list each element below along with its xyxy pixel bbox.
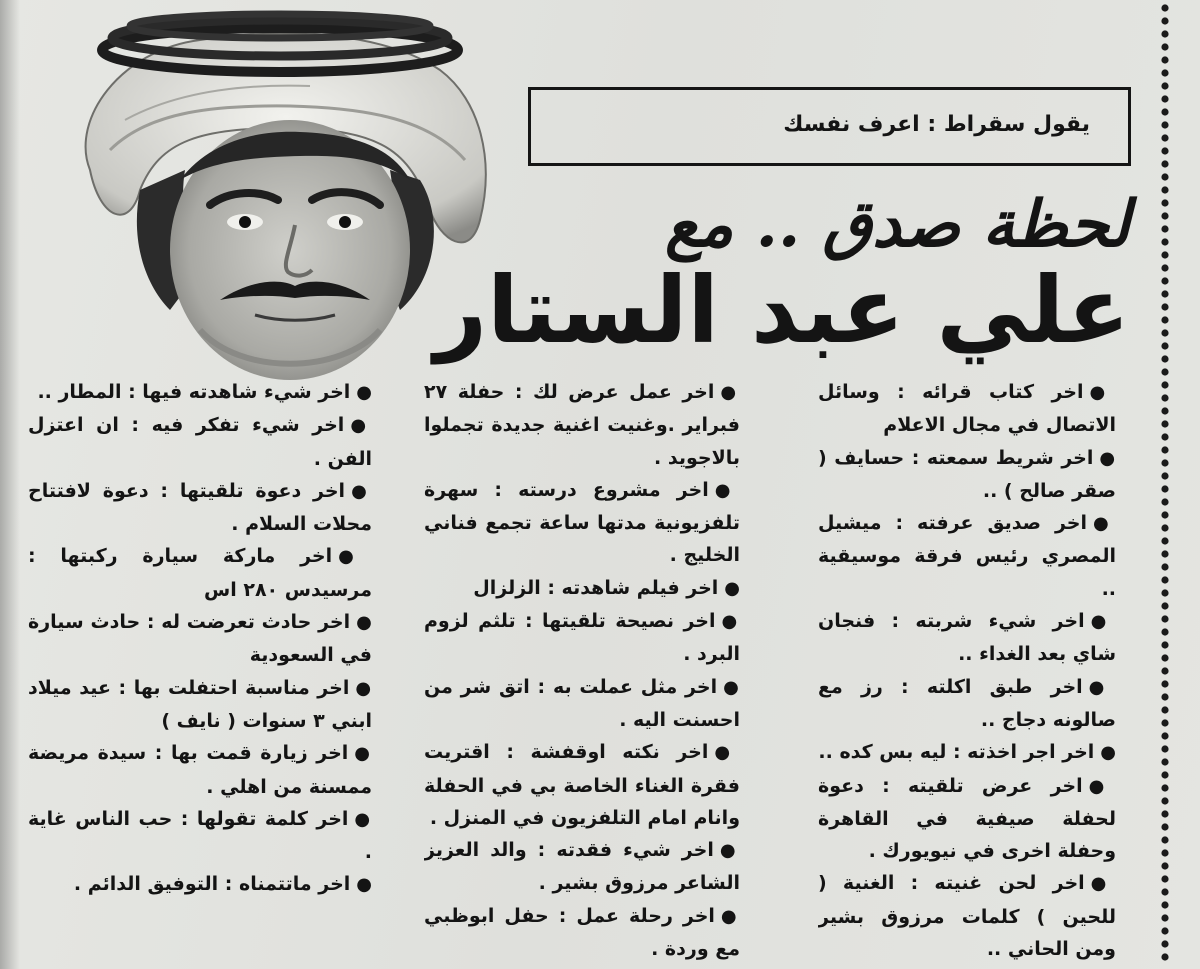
border-dot bbox=[1161, 810, 1168, 817]
border-dot bbox=[1161, 173, 1168, 180]
border-dot bbox=[1161, 602, 1168, 609]
qa-item bbox=[818, 605, 1116, 671]
border-dot bbox=[1161, 641, 1168, 648]
border-dot bbox=[1161, 420, 1168, 427]
qa-text: اخر عمل عرض لك : حفلة ٢٧ فبراير .وغنيت اغنية جديدة تجملوا بالاجويد . bbox=[424, 381, 740, 469]
qa-item bbox=[28, 672, 372, 738]
qa-item bbox=[424, 900, 740, 966]
border-dot bbox=[1161, 381, 1168, 388]
qa-text: اخر كتاب قرائه : وسائل الاتصال في مجال الاعلام bbox=[818, 381, 1116, 437]
border-dot bbox=[1161, 264, 1168, 271]
border-dot bbox=[1161, 901, 1168, 908]
bullet-icon: ● bbox=[719, 840, 740, 862]
qa-text: اخر نكته اوقفشة : اقتريت فقرة الغناء الخاصة بي في الحفلة وانام امام التلفزيون في المنزل . bbox=[424, 741, 740, 829]
headline-moment-of-truth: لحظة صدق .. مع bbox=[665, 187, 1130, 262]
border-dot bbox=[1161, 56, 1168, 63]
border-dot bbox=[1161, 225, 1168, 232]
border-dot bbox=[1161, 849, 1168, 856]
border-dot bbox=[1161, 732, 1168, 739]
border-dot bbox=[1161, 706, 1168, 713]
border-dot bbox=[1161, 303, 1168, 310]
qa-text: اخر رحلة عمل : حفل ابوظبي مع وردة . bbox=[424, 904, 740, 961]
qa-item bbox=[28, 606, 372, 672]
qa-text: اخر مثل عملت به : اتق شر من احسنت اليه . bbox=[424, 675, 740, 731]
column-left bbox=[28, 376, 372, 966]
border-dot bbox=[1161, 589, 1168, 596]
qa-item bbox=[28, 737, 372, 803]
bullet-icon: ● bbox=[720, 905, 740, 927]
qa-text: اخر لحن غنيته : الغنية ( للحين ) كلمات مرزوق بشير ومن الحاني .. bbox=[818, 872, 1116, 961]
bullet-icon: ● bbox=[338, 546, 372, 568]
border-dot bbox=[1161, 472, 1168, 479]
qa-item bbox=[424, 572, 740, 605]
border-dot bbox=[1161, 43, 1168, 50]
border-dot bbox=[1161, 134, 1168, 141]
qa-item bbox=[424, 474, 740, 572]
border-dot bbox=[1161, 875, 1168, 882]
border-dot bbox=[1161, 758, 1168, 765]
border-dot bbox=[1161, 576, 1168, 583]
border-dot bbox=[1161, 511, 1168, 518]
border-dot bbox=[1161, 199, 1168, 206]
qa-text: اخر فيلم شاهدته : الزلزال bbox=[473, 576, 719, 599]
border-dot bbox=[1161, 446, 1168, 453]
qa-text: اخر مشروع درسته : سهرة تلفزيونية مدتها ساعة تجمع فناني الخليج . bbox=[424, 478, 740, 567]
bullet-icon: ● bbox=[355, 677, 372, 699]
border-dot bbox=[1161, 927, 1168, 934]
border-dot bbox=[1161, 342, 1168, 349]
qa-text: اخر اجر اخذته : ليه بس كده .. bbox=[818, 741, 1095, 764]
qa-item bbox=[28, 409, 372, 475]
border-dot bbox=[1161, 147, 1168, 154]
bullet-icon: ● bbox=[723, 676, 740, 698]
bullet-icon: ● bbox=[1090, 611, 1116, 633]
border-dot bbox=[1161, 693, 1168, 700]
qa-text: اخر نصيحة تلقيتها : تلثم لزوم البرد . bbox=[424, 610, 740, 666]
bullet-icon: ● bbox=[1089, 382, 1116, 403]
border-dot bbox=[1161, 368, 1168, 375]
bullet-icon: ● bbox=[724, 577, 740, 599]
qa-item bbox=[818, 442, 1116, 508]
bullet-icon: ● bbox=[354, 808, 372, 830]
border-dot bbox=[1161, 459, 1168, 466]
border-dot bbox=[1161, 355, 1168, 362]
border-dot bbox=[1161, 394, 1168, 401]
bullet-icon: ● bbox=[351, 480, 372, 502]
bullet-icon: ● bbox=[350, 415, 372, 437]
border-dot bbox=[1161, 771, 1168, 778]
qa-text: اخر ماتتمناه : التوفيق الدائم . bbox=[73, 873, 351, 896]
bullet-icon: ● bbox=[356, 382, 372, 403]
border-dot bbox=[1161, 4, 1168, 11]
border-dot bbox=[1161, 238, 1168, 245]
border-dot bbox=[1161, 563, 1168, 570]
qa-item bbox=[818, 376, 1116, 442]
bullet-icon: ● bbox=[720, 382, 740, 403]
column-middle bbox=[424, 376, 740, 966]
border-dot bbox=[1161, 212, 1168, 219]
qa-item bbox=[28, 540, 372, 606]
qa-text: اخر كلمة تقولها : حب الناس غاية . bbox=[28, 807, 372, 864]
bullet-icon: ● bbox=[1088, 676, 1116, 698]
qa-item bbox=[28, 803, 372, 869]
qa-item bbox=[818, 867, 1116, 965]
qa-text: اخر مناسبة احتفلت بها : عيد ميلاد ابني ٣ سنوات ( نايف ) bbox=[28, 676, 372, 732]
qa-text: اخر دعوة تلقيتها : دعوة لافتتاح محلات السلام . bbox=[28, 479, 372, 536]
border-dot bbox=[1161, 108, 1168, 115]
bullet-icon: ● bbox=[354, 743, 372, 765]
qa-item bbox=[818, 507, 1116, 605]
bullet-icon: ● bbox=[1092, 513, 1116, 535]
border-dot bbox=[1161, 836, 1168, 843]
border-dot bbox=[1161, 121, 1168, 128]
border-dot bbox=[1161, 498, 1168, 505]
qa-text: اخر شيء فقدته : والد العزيز الشاعر مرزوق بشير . bbox=[424, 839, 740, 895]
border-dot bbox=[1161, 940, 1168, 947]
border-dot bbox=[1161, 17, 1168, 24]
bullet-icon: ● bbox=[1088, 775, 1116, 797]
bullet-icon: ● bbox=[356, 874, 372, 896]
border-dot bbox=[1161, 160, 1168, 167]
border-dot bbox=[1161, 69, 1168, 76]
border-dot bbox=[1161, 654, 1168, 661]
qa-text: اخر شريط سمعته : حسايف ( صقر صالح ) .. bbox=[818, 446, 1116, 502]
border-dot bbox=[1161, 862, 1168, 869]
border-dot bbox=[1161, 823, 1168, 830]
qa-item bbox=[818, 671, 1116, 737]
qa-item bbox=[424, 671, 740, 737]
border-dot bbox=[1161, 316, 1168, 323]
socrates-quote-box: يقول سقراط : اعرف نفسك bbox=[528, 87, 1131, 166]
border-dot bbox=[1161, 615, 1168, 622]
bullet-icon: ● bbox=[714, 742, 740, 764]
border-dot bbox=[1161, 277, 1168, 284]
qa-item bbox=[424, 605, 740, 671]
qa-item bbox=[424, 834, 740, 900]
qa-item bbox=[818, 770, 1116, 868]
qa-text: اخر زيارة قمت بها : سيدة مريضة ممسنة من اهلي . bbox=[28, 742, 372, 798]
qa-text: اخر طبق اكلته : رز مع صالونه دجاج .. bbox=[818, 675, 1116, 731]
border-dot bbox=[1161, 667, 1168, 674]
border-dot bbox=[1161, 537, 1168, 544]
qa-item bbox=[28, 868, 372, 901]
border-dot bbox=[1161, 628, 1168, 635]
border-dot bbox=[1161, 914, 1168, 921]
headline-artist-name: علي عبد الستار bbox=[434, 257, 1130, 364]
qa-text: اخر شيء شاهدته فيها : المطار .. bbox=[37, 381, 351, 403]
border-dot bbox=[1161, 524, 1168, 531]
qa-text: اخر عرض تلقيته : دعوة لحفلة صيفية في القاهرة وحفلة اخرى في نيويورك . bbox=[818, 774, 1116, 863]
border-dot bbox=[1161, 251, 1168, 258]
border-dot bbox=[1161, 95, 1168, 102]
bullet-icon: ● bbox=[714, 479, 740, 501]
border-dot bbox=[1161, 745, 1168, 752]
border-dot bbox=[1161, 433, 1168, 440]
bullet-icon: ● bbox=[1099, 447, 1116, 469]
border-dot bbox=[1161, 784, 1168, 791]
qa-text: اخر شيء شربته : فنجان شاي بعد الغداء .. bbox=[818, 610, 1116, 666]
border-dot bbox=[1161, 719, 1168, 726]
qa-item bbox=[28, 475, 372, 541]
page-shadow-edge bbox=[0, 0, 20, 969]
bullet-icon: ● bbox=[721, 611, 740, 633]
qa-item bbox=[818, 736, 1116, 769]
border-dot bbox=[1161, 290, 1168, 297]
qa-text: اخر حادث تعرضت له : حادث سيارة في السعودية bbox=[28, 611, 372, 667]
border-dot bbox=[1161, 329, 1168, 336]
border-dot bbox=[1161, 82, 1168, 89]
border-dot bbox=[1161, 888, 1168, 895]
qa-text: اخر ماركة سيارة ركبتها : مرسيدس ٢٨٠ اس bbox=[28, 545, 372, 601]
perforated-border bbox=[1158, 0, 1172, 969]
border-dot bbox=[1161, 680, 1168, 687]
qa-item bbox=[424, 736, 740, 834]
border-dot bbox=[1161, 797, 1168, 804]
bullet-icon: ● bbox=[1100, 742, 1116, 764]
border-dot bbox=[1161, 30, 1168, 37]
qa-item bbox=[28, 376, 372, 409]
bullet-icon: ● bbox=[1090, 873, 1116, 895]
bullet-icon: ● bbox=[356, 612, 372, 634]
border-dot bbox=[1161, 485, 1168, 492]
column-right bbox=[818, 376, 1116, 966]
border-dot bbox=[1161, 186, 1168, 193]
qa-item bbox=[424, 376, 740, 474]
qa-text: اخر شيء تفكر فيه : ان اعتزل الفن . bbox=[28, 414, 372, 470]
border-dot bbox=[1161, 550, 1168, 557]
border-dot bbox=[1161, 953, 1168, 960]
qa-text: اخر صديق عرفته : ميشيل المصري رئيس فرقة موسيقية .. bbox=[818, 512, 1116, 600]
border-dot bbox=[1161, 407, 1168, 414]
